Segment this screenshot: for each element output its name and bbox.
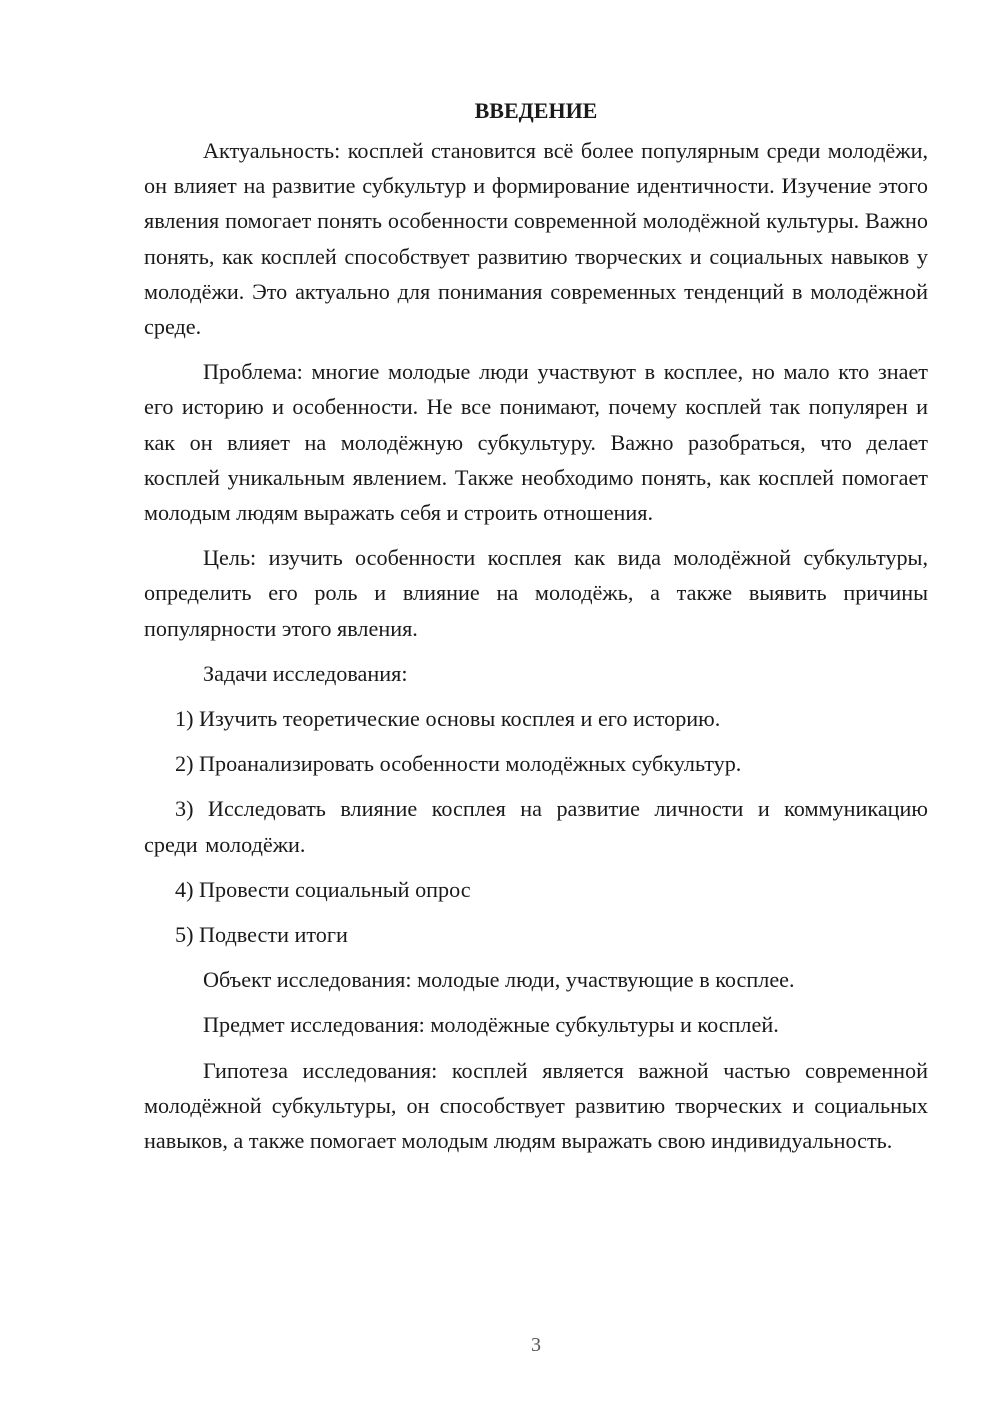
- task-item-1: 1) Изучить теоретические основы косплея и его историю.: [175, 706, 721, 732]
- paragraph-relevance: Актуальность: косплей становится всё более популярным среди молодёжи, он влияет на развитие субкультур и формирование идентичности. Изучение этого явления помогает понять особенности современной молодёжной культуры. Важно понять, как косплей способствует развитию творческих и социальных навыков у молодёжи. Это актуально для понимания современных тенденций в молодёжной среде.: [144, 138, 928, 340]
- task-item-4: 4) Провести социальный опрос: [175, 876, 471, 902]
- task-item-5: 5) Подвести итоги: [175, 922, 348, 948]
- tasks-heading: Задачи исследования:: [203, 660, 408, 686]
- paragraph-subject: Предмет исследования: молодёжные субкультуры и косплей.: [203, 1012, 779, 1038]
- task-item-3: 3) Исследовать влияние косплея на развитие личности и коммуникацию среди молодёжи.: [144, 796, 928, 857]
- page-number: 3: [531, 1334, 541, 1356]
- paragraph-problem: Проблема: многие молодые люди участвуют в косплее, но мало кто знает его историю и особенности. Не все понимают, почему косплей так популярен и как он влияет на молодёжную субкультуру. Важно разобраться, что делает косплей уникальным явлением. Также необходимо понять, как косплей помогает молодым людям выражать себя и строить отношения.: [144, 359, 928, 526]
- task-item-2: 2) Проанализировать особенности молодёжных субкультур.: [175, 751, 742, 777]
- paragraph-object: Объект исследования: молодые люди, участвующие в косплее.: [203, 967, 795, 993]
- document-page: [144, 93, 928, 1168]
- paragraph-hypothesis: Гипотеза исследования: косплей является важной частью современной молодёжной субкультуры, он способствует развитию творческих и социальных навыков, а также помогает молодым людям выражать свою индивидуальность.: [144, 1057, 928, 1154]
- paragraph-goal: Цель: изучить особенности косплея как вида молодёжной субкультуры, определить его роль и влияние на молодёжь, а также выявить причины популярности этого явления.: [144, 545, 928, 641]
- page-title: ВВЕДЕНИЕ: [474, 98, 598, 123]
